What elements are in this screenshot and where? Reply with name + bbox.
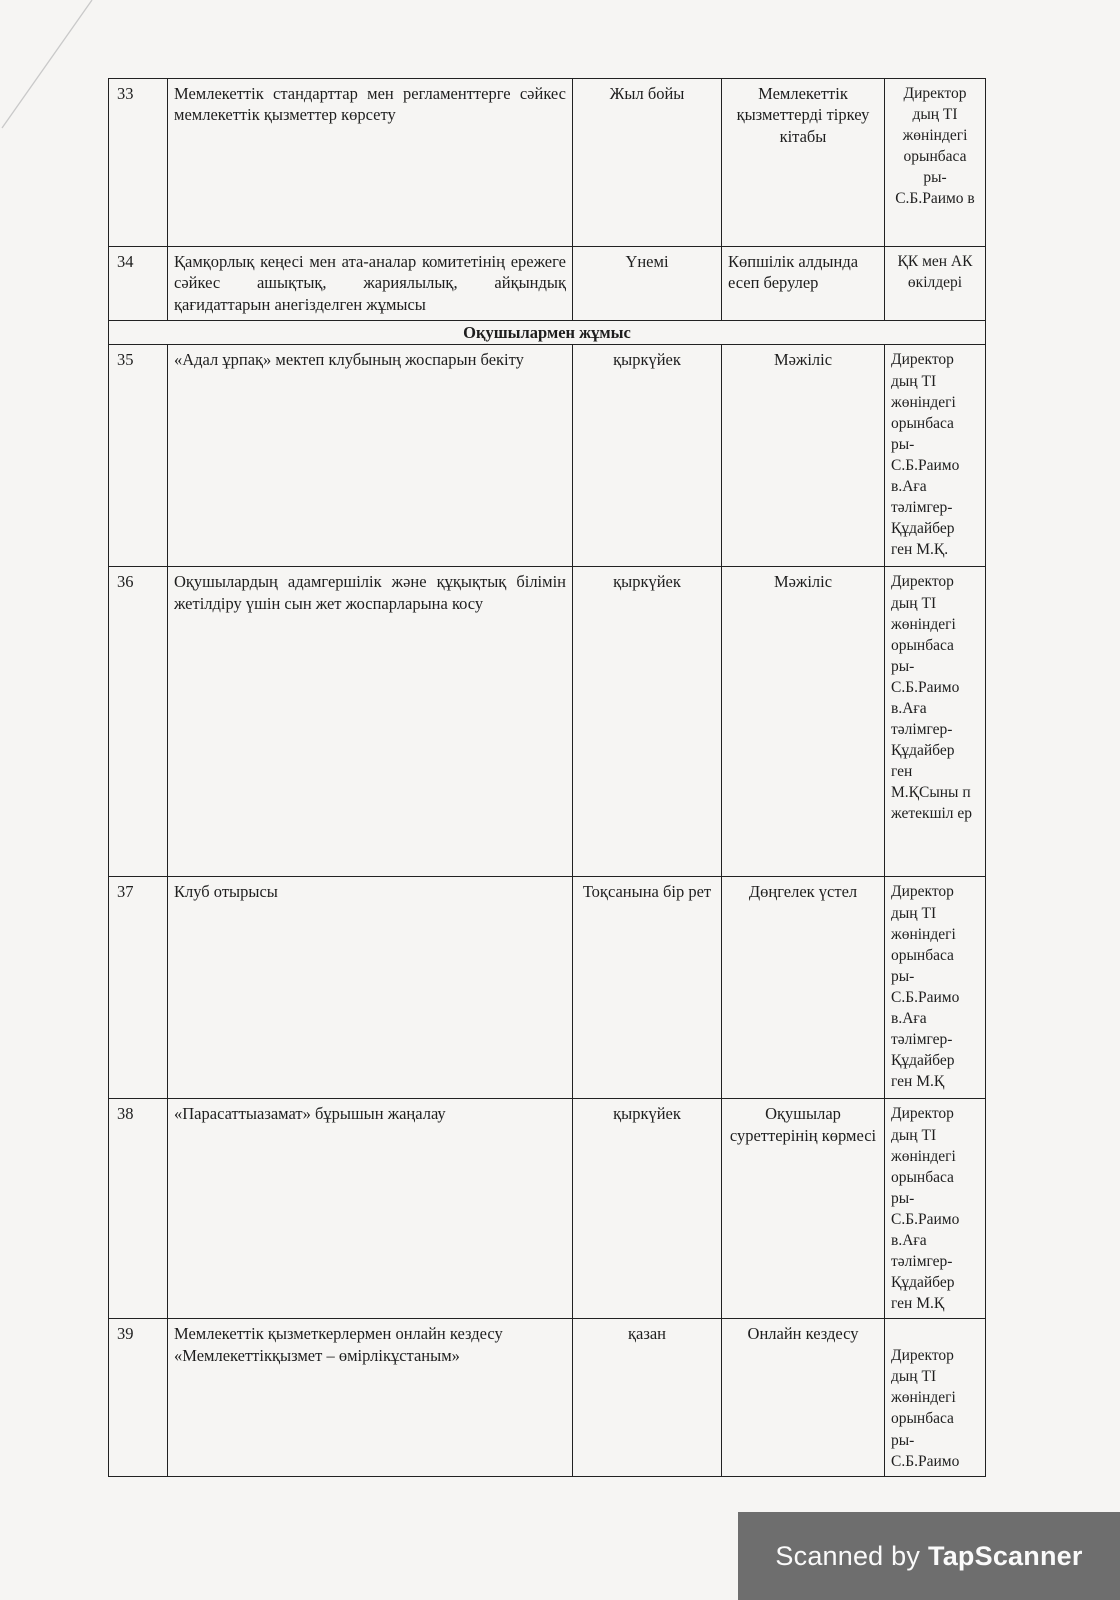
- scanner-watermark: [738, 1512, 1120, 1600]
- row-number: 33: [109, 79, 168, 247]
- section-header-row: [109, 321, 986, 345]
- paper-fold-line: [0, 0, 110, 140]
- form-cell: Оқушылар суреттерінің көрмесі: [722, 1099, 885, 1319]
- table-row: [109, 345, 986, 567]
- responsible-cell: Директор дың ТІ жөніндегі орынбаса ры- С.Б.Раимо: [885, 1319, 986, 1476]
- table-row: [109, 247, 986, 321]
- time-cell: қыркүйек: [573, 1099, 722, 1319]
- activity-cell: Мемлекеттік стандарттар мен регламенттерге сәйкес мемлекеттік қызметтер көрсету: [168, 79, 573, 247]
- time-cell: қыркүйек: [573, 345, 722, 567]
- form-cell: Мәжіліс: [722, 567, 885, 877]
- time-cell: қазан: [573, 1319, 722, 1476]
- activity-cell: Клуб отырысы: [168, 877, 573, 1099]
- row-number: 38: [109, 1099, 168, 1319]
- time-cell: қыркүйек: [573, 567, 722, 877]
- table-row: [109, 1319, 986, 1476]
- form-cell: Көпшілік алдында есеп берулер: [722, 247, 885, 321]
- row-number: 34: [109, 247, 168, 321]
- form-cell: Мемлекеттік қызметтерді тіркеу кітабы: [722, 79, 885, 247]
- form-cell: Онлайн кездесу: [722, 1319, 885, 1476]
- responsible-cell: Директор дың ТІ жөніндегі орынбаса ры- С.Б.Раимо в.Аға тәлімгер- Құдайбер ген М.Қ.: [885, 345, 986, 567]
- responsible-cell: ҚК мен АК өкілдері: [885, 247, 986, 321]
- watermark-prefix: Scanned by: [775, 1540, 921, 1571]
- table-row: [109, 79, 986, 247]
- form-cell: Мәжіліс: [722, 345, 885, 567]
- table-row: [109, 1099, 986, 1319]
- table-row: [109, 877, 986, 1099]
- time-cell: Үнемі: [573, 247, 722, 321]
- activity-cell: [168, 1319, 573, 1476]
- form-cell: Дөңгелек үстел: [722, 877, 885, 1099]
- responsible-cell: Директор дың ТІ жөніндегі орынбаса ры- С.Б.Раимо в.Аға тәлімгер- Құдайбер ген М.Қ: [885, 877, 986, 1099]
- plan-table: [108, 78, 986, 1477]
- table-row: [109, 567, 986, 877]
- row-number: 37: [109, 877, 168, 1099]
- activity-cell: Оқушылардың адамгершілік және құқықтық білімін жетілдіру үшін сын жет жоспарларына косу: [168, 567, 573, 877]
- row-number: 39: [109, 1319, 168, 1476]
- activity-cell: «Адал ұрпақ» мектеп клубының жоспарын бекіту: [168, 345, 573, 567]
- responsible-cell: Директор дың ТІ жөніндегі орынбаса ры- С.Б.Раимо в.Аға тәлімгер- Құдайбер ген М.ҚСыны п жетекшіл ер: [885, 567, 986, 877]
- activity-cell: «Парасаттыазамат» бұрышын жаңалау: [168, 1099, 573, 1319]
- responsible-cell: Директор дың ТІ жөніндегі орынбаса ры- С.Б.Раимо в.Аға тәлімгер- Құдайбер ген М.Қ: [885, 1099, 986, 1319]
- row-number: 35: [109, 345, 168, 567]
- watermark-brand: TapScanner: [928, 1540, 1083, 1571]
- responsible-cell: Директор дың ТІ жөніндегі орынбаса ры- С.Б.Раимо в: [885, 79, 986, 247]
- row-number: 36: [109, 567, 168, 877]
- activity-subtitle: «Мемлекеттікқызмет – өмірлікұстаным»: [174, 1345, 460, 1365]
- activity-cell: Қамқорлық кеңесі мен ата-аналар комитетінің ережеге сәйкес ашықтық, жариялылық, айқындық қағидаттарын анегізделген жұмысы: [168, 247, 573, 321]
- section-title: Оқушылармен жұмыс: [109, 321, 986, 345]
- time-cell: Жыл бойы: [573, 79, 722, 247]
- activity-text: Мемлекеттік қызметкерлермен онлайн кездесу: [174, 1324, 503, 1344]
- time-cell: Тоқсанына бір рет: [573, 877, 722, 1099]
